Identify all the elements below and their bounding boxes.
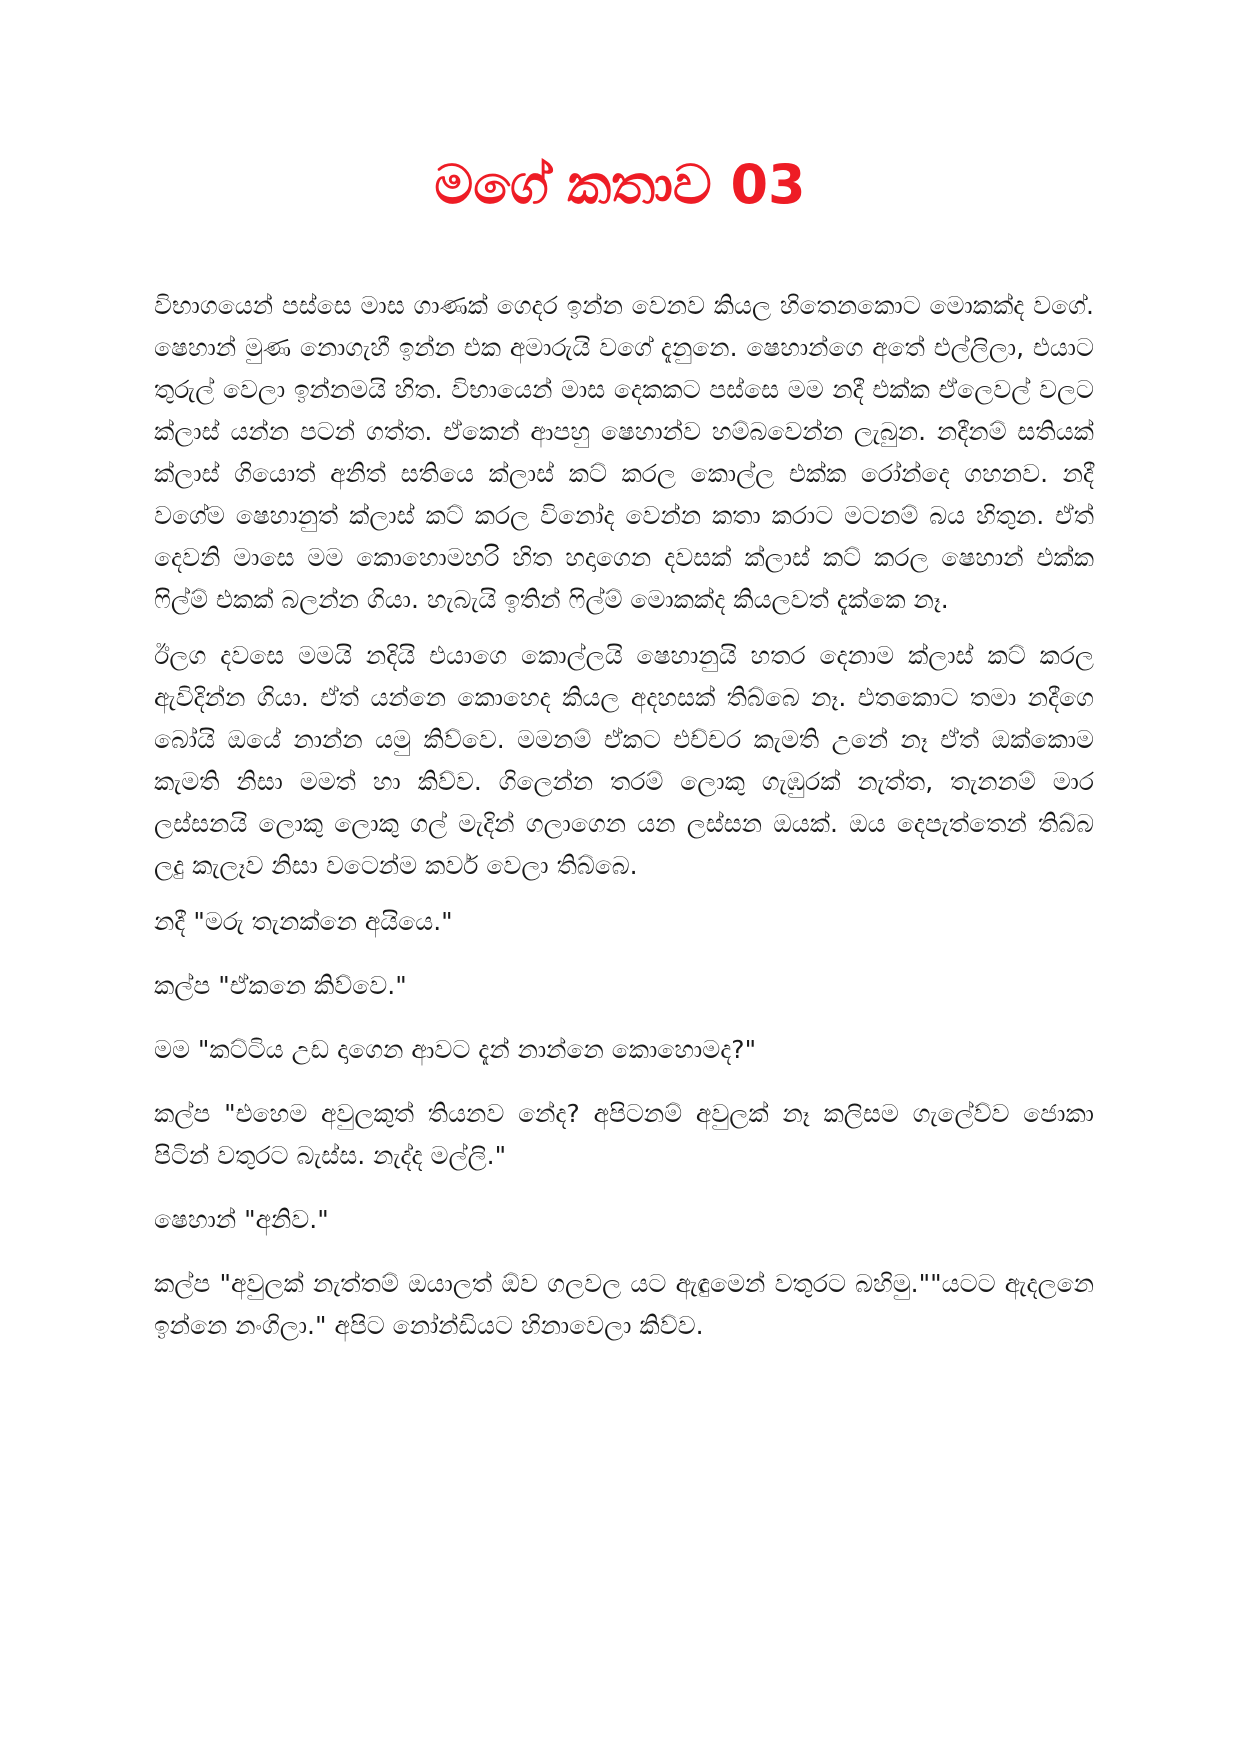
paragraph-1: විභාගයෙන් පස්සෙ මාස ගාණක් ගෙදර ඉන්න වෙනව කියල හිතෙනකොට මොකක්ද වගේ. ෂෙහාන් මුණ නොගැහී ඉන්න එක අමාරුයි වගේ දැනුනෙ. ෂෙහාන්ගෙ අතේ එල්ලිලා, එයාට තුරුල් වෙලා ඉන්නමයි හිත. විභායෙන් මාස දෙකකට පස්සෙ මම නදී එක්ක ඒලෙවල් වලට ක්ලාස් යන්න පටන් ගත්ත. ඒකෙන් ආපහු ෂෙහාන්ව හම්බවෙන්න ලැබුන. නදීනම් සතියක් ක්ලාස් ගියොත් අනිත් සතියෙ ක්ලාස් කට් කරල කොල්ල එක්ක රෝන්දෙ ගහනව. නදී වගේම ෂෙහානුත් ක්ලාස් කට් කරල විනෝද වෙන්න කතා කරාට මටනම් බය හිතුන. ඒත් දෙවනි මාසෙ මම කොහොමහරි හිත හදාගෙන දවසක් ක්ලාස් කට් කරල ෂෙහාන් එක්ක ෆිල්ම් එකක් බලන්න ගියා. හැබැයි ඉතින් ෆිල්ම් මොකක්ද කියලවත් දැක්කෙ නෑ. xyxy=(154,291,1094,614)
dialogue-line-4: කල්ප "එහෙම අවුලකුත් තියනව නේද? අපිටනම් අවුලක් නෑ කලිසම ගැලේව්ව ජොකා පිටින් වතුරට බැස්ස. නැද්ද මල්ලි." xyxy=(154,1099,1094,1170)
story-body xyxy=(154,285,1094,1369)
dialogue-line-2: කල්ප "ඒකනෙ කිව්වෙ." xyxy=(154,971,407,1000)
dialogue-line-6: කල්ප "අවුලක් නැත්තම් ඔයාලත් ඕව ගලවල යට ඇඳුමෙන් වතුරට බහිමු.""යටට ඇදලනෙ ඉන්නෙ නංගිලා." අපිට නෝන්ඩියට හිනාවෙලා කිව්ව. xyxy=(154,1269,1094,1340)
dialogue-line-1: නදී "මරු තැනක්නෙ අයියෙ." xyxy=(154,907,453,936)
dialogue-line-5: ෂෙහාන් "අනිව." xyxy=(154,1205,329,1234)
dialogue-line-3: මම "කට්ටිය උඩ දාගෙන ආවට දැන් නාන්නෙ කොහොමද?" xyxy=(154,1035,757,1064)
page-title: මගේ කතාව 03 xyxy=(434,153,806,216)
paragraph-2: ඊලග දවසෙ මමයි නදියි එයාගෙ කොල්ලයි ෂෙහානුයි හතර දෙනාම ක්ලාස් කට් කරල ඇවිදින්න ගියා. ඒත් යන්නෙ කොහෙද කියල අදහසක් තිබ්බෙ නෑ. එතකොට තමා නදීගෙ බෝයි ඔයේ නාන්න යමු කිව්වෙ. මමනම් ඒකට එච්චර කැමති උනේ නෑ ඒත් ඔක්කොම කැමති නිසා මමත් හා කිව්ව. ගිලෙන්න තරම් ලොකු ගැඹුරක් නැත්ත, තැනනම් මාර ලස්සනයි ලොකු ලොකු ගල් මැදින් ගලාගෙන යන ලස්සන ඔයක්. ඔය දෙපැත්තෙන් තිබ්බ ලදු කැලෑව නිසා වටෙන්ම කවර් වෙලා තිබ්බෙ. xyxy=(154,641,1094,880)
